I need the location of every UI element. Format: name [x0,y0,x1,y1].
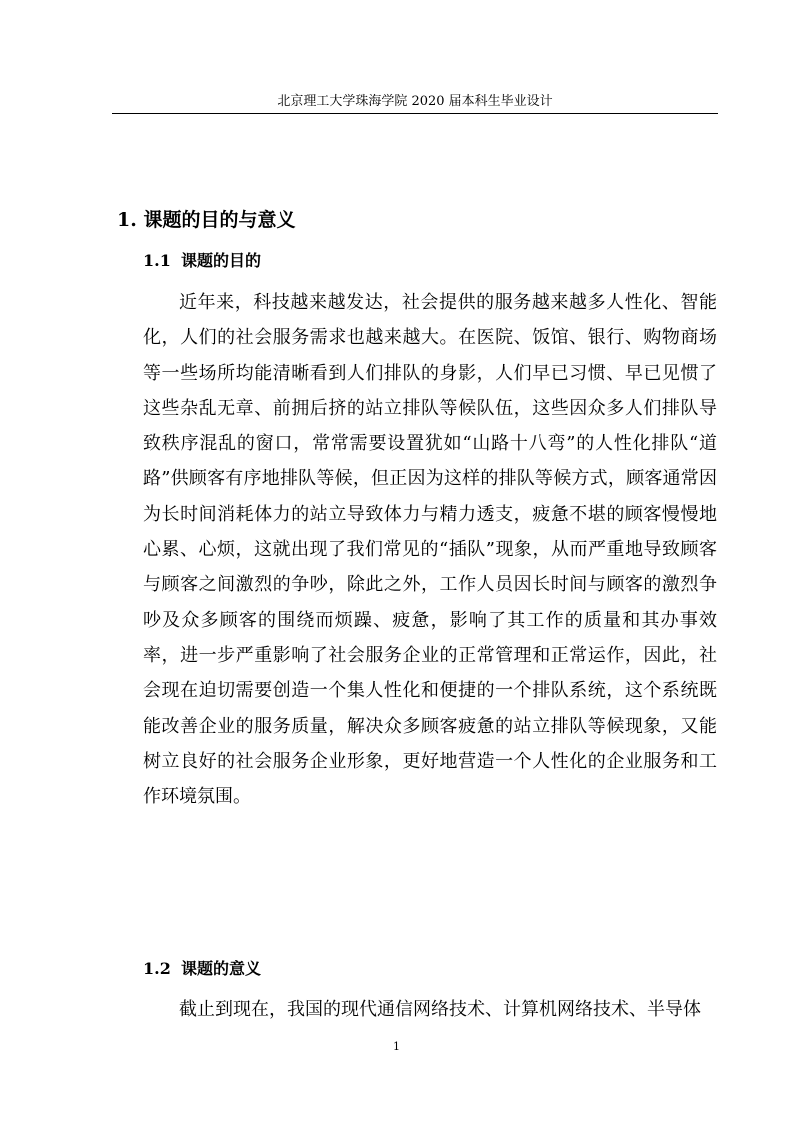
header-rule [112,113,718,114]
section-1-2-heading [143,957,261,981]
section-1-1-title: 课题的目的 [181,251,262,270]
section-1-1-number: 1.1 [143,251,171,270]
section-1-heading: 1. 课题的目的与意义 [117,209,296,231]
page-header: 北京理工大学珠海学院 2020 届本科生毕业设计 [277,94,553,109]
section-1-1-heading [143,249,261,273]
section-1-2-number: 1.2 [143,959,171,978]
page-number: 1 [393,1040,400,1053]
paragraph-significance: 截止到现在，我国的现代通信网络技术、计算机网络技术、半导体 [179,999,701,1020]
section-1-2-title: 课题的意义 [181,959,262,978]
paragraph-purpose: 近年来，科技越来越发达，社会提供的服务越来越多人性化、智能化，人们的社会服务需求也越来越大。在医院、饭馆、银行、购物商场等一些场所均能清晰看到人们排队的身影，人们早已习惯、早已见惯了这些杂乱无章、前拥后挤的站立排队等候队伍，这些因众多人们排队导致秩序混乱的窗口，常常需要设置犹如“山路十八弯”的人性化排队“道路”供顾客有序地排队等候，但正因为这样的排队等候方式，顾客通常因为长时间消耗体力的站立导致体力与精力透支，疲惫不堪的顾客慢慢地心累、心烦，这就出现了我们常见的“插队”现象，从而严重地导致顾客与顾客之间激烈的争吵，除此之外，工作人员因长时间与顾客的激烈争吵及众多顾客的围绕而烦躁、疲惫，影响了其工作的质量和其办事效率，进一步严重影响了社会服务企业的正常管理和正常运作，因此，社会现在迫切需要创造一个集人性化和便捷的一个排队系统，这个系统既能改善企业的服务质量，解决众多顾客疲惫的站立排队等候现象，又能树立良好的社会服务企业形象，更好地营造一个人性化的企业服务和工作环境氛围。 [143,292,717,808]
